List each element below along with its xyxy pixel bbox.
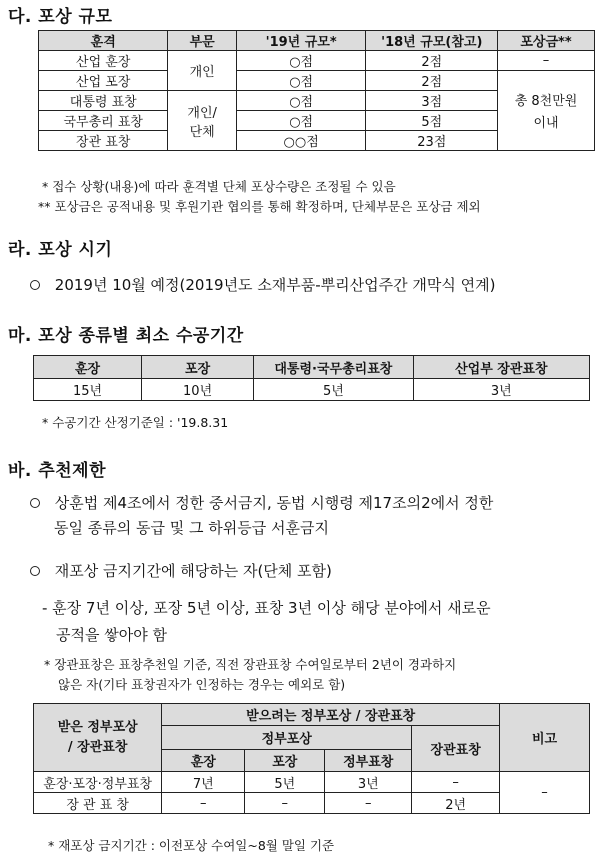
scale-2019: ○점 [236,71,366,91]
footnote-period-basis: * 수공기간 산정기준일 : '19.8.31 [42,415,229,430]
col-header-medal: 훈장 [162,750,245,772]
scale-2018: 2점 [366,71,498,91]
award-name: 산업 훈장 [39,51,168,71]
col-header-gov-commendation: 정부표창 [325,750,412,772]
restriction-dash-line2: 공적을 쌓아야 함 [56,626,167,644]
footnote-prize: ** 포상금은 공적내용 및 후원기관 협의를 통해 확정하며, 단체부문은 포상금 제외 [38,199,481,214]
period-cell: 3년 [325,772,412,793]
period-value: 15년 [34,379,142,401]
period-value: 3년 [413,379,589,401]
row-label: 훈장·포장·정부표창 [34,772,162,793]
award-scale-table [38,30,595,151]
restriction-item-2-text: 재포상 금지기간에 해당하는 자(단체 포함) [54,562,332,580]
re-award-restriction-table [33,703,590,814]
restriction-item-1 [30,491,493,541]
col-header-want: 받으려는 정부포상 / 장관표창 [162,704,500,726]
col-header-2019: '19년 규모* [236,31,366,51]
period-value: 10년 [142,379,254,401]
circle-bullet-icon [30,280,40,290]
footnote-reaward-period: * 재포상 금지기간 : 이전포상 수여일~8월 말일 기준 [48,838,335,853]
scale-2019: ○점 [236,91,366,111]
period-cell: – [412,772,500,793]
scale-2019: ○○점 [236,131,366,151]
min-period-table [33,355,590,401]
received-line2: / 장관표창 [67,739,128,755]
circle-bullet-icon [30,498,40,508]
col-header-remark: 비고 [500,704,590,772]
period-cell: – [325,793,412,814]
col-header-award: 훈격 [39,31,168,51]
sector-mixed-line2: 단체 [189,124,215,140]
award-name: 장관 표창 [39,131,168,151]
award-name: 산업 포장 [39,71,168,91]
restriction-star-line2: 않은 자(기타 표창권자가 인정하는 경우는 예외로 함) [58,677,346,692]
period-cell: – [245,793,325,814]
restriction-dash-item [42,595,491,649]
prize-amount [498,71,595,151]
col-header-sector: 부문 [168,31,236,51]
col-header-minister-award: 장관표창 [412,726,500,772]
footnote-quantity: * 접수 상황(내용)에 따라 훈격별 단체 포상수량은 조정될 수 있음 [42,179,396,194]
restriction-item-1-line2: 동일 종류의 동급 및 그 하위등급 서훈금지 [54,519,329,537]
row-label: 장 관 표 창 [34,793,162,814]
section-heading-restriction: 바. 추천제한 [8,461,106,481]
period-cell: – [162,793,245,814]
col-header-presidential: 대통령·국무총리표창 [254,356,414,379]
col-header-minister: 산업부 장관표창 [413,356,589,379]
restriction-star-line1: * 장관표창은 표창추천일 기준, 직전 장관표창 수여일로부터 2년이 경과하지 [44,657,457,672]
period-cell: 5년 [245,772,325,793]
prize-amount-line2: 이내 [533,116,559,131]
section-heading-scale: 다. 포상 규모 [8,7,113,27]
scale-2018: 5점 [366,111,498,131]
timing-item [30,274,495,295]
scale-2018: 3점 [366,91,498,111]
period-cell: 2년 [412,793,500,814]
col-header-badge: 포장 [142,356,254,379]
prize-none: – [498,51,595,71]
prize-amount-line1: 총 8천만원 [514,94,578,109]
sector-mixed [168,91,236,151]
restriction-dash-line1: - 훈장 7년 이상, 포장 5년 이상, 표창 3년 이상 해당 분야에서 새로운 [42,599,491,617]
section-heading-timing: 라. 포상 시기 [8,240,113,260]
col-header-medal: 훈장 [34,356,142,379]
remark-cell: – [500,772,590,814]
col-header-gov-award: 정부포상 [162,726,412,750]
scale-2018: 23점 [366,131,498,151]
award-name: 국무총리 표창 [39,111,168,131]
restriction-item-1-line1: 상훈법 제4조에서 정한 중서금지, 동법 시행령 제17조의2에서 정한 [54,494,494,512]
period-value: 5년 [254,379,414,401]
col-header-2018: '18년 규모(참고) [366,31,498,51]
period-cell: 7년 [162,772,245,793]
restriction-star-note [44,655,456,695]
restriction-item-2 [30,560,332,581]
scale-2019: ○점 [236,111,366,131]
scale-2019: ○점 [236,51,366,71]
sector-mixed-line1: 개인/ [187,105,217,121]
section-heading-min-period: 마. 포상 종류별 최소 수공기간 [8,326,244,346]
timing-text: 2019년 10월 예정(2019년도 소재부품-뿌리산업주간 개막식 연계) [54,276,496,294]
sector-individual: 개인 [168,51,236,91]
col-header-badge: 포장 [245,750,325,772]
circle-bullet-icon [30,566,40,576]
award-name: 대통령 표창 [39,91,168,111]
col-header-received [34,704,162,772]
scale-2018: 2점 [366,51,498,71]
received-line1: 받은 정부포상 [57,719,138,735]
col-header-prize: 포상금** [498,31,595,51]
